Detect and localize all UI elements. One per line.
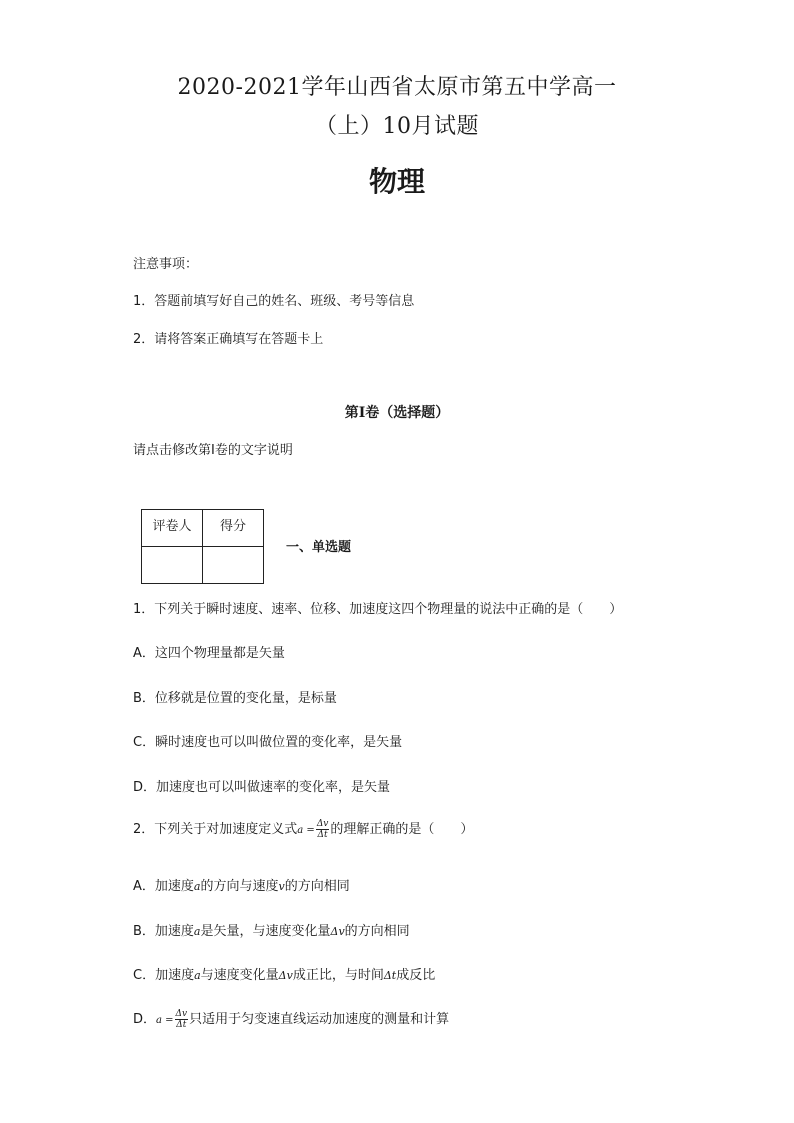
formula-lhs: a = (297, 825, 315, 836)
option-d-text-1: D． (133, 1012, 157, 1027)
notice-heading: 注意事项： (133, 257, 199, 272)
option-b-var-dv: Δv (330, 925, 345, 938)
part-heading: 一、单选题 (286, 540, 352, 555)
option-d-text-2: 只适用于匀变速直线运动加速度的测量和计算 (189, 1012, 450, 1027)
formula-numerator: Δv (316, 819, 329, 829)
document-title-line-2: （上）10月试题 (315, 114, 479, 139)
option-c-var-dt: Δt (383, 969, 397, 982)
score-table-header-grader: 评卷人 (142, 510, 203, 547)
option-c-text-2: 与速度变化量 (200, 968, 279, 983)
option-c-text-4: 成反比 (396, 968, 436, 983)
section-description[interactable]: 请点击修改第I卷的文字说明 (133, 443, 293, 458)
acceleration-formula-fraction (316, 819, 330, 840)
question-1-option-a: A．这四个物理量都是矢量 (133, 646, 285, 661)
question-2-stem-post: 的理解正确的是（ ） (330, 822, 474, 837)
question-1-stem: 1．下列关于瞬时速度、速率、位移、加速度这四个物理量的说法中正确的是（ ） (133, 602, 623, 617)
question-2-stem-pre: 2．下列关于对加速度定义式 (133, 822, 298, 837)
question-2-option-d (133, 1008, 449, 1030)
option-c-text-3: 成正比，与时间 (292, 968, 384, 983)
question-1-option-c: C．瞬时速度也可以叫做位置的变化率，是矢量 (133, 735, 403, 750)
notice-item-2: 2．请将答案正确填写在答题卡上 (133, 332, 324, 347)
question-1-option-b: B．位移就是位置的变化量，是标量 (133, 691, 337, 706)
option-b-var-a: a (193, 925, 201, 938)
question-2-option-c (133, 964, 435, 983)
section-title: 第I卷（选择题） (344, 405, 450, 421)
score-table-score-cell[interactable] (203, 547, 264, 584)
option-a-text-1: A．加速度 (133, 879, 194, 894)
option-b-text-3: 的方向相同 (344, 924, 410, 939)
option-d-formula-numerator: Δv (175, 1009, 188, 1019)
notice-item-1: 1．答题前填写好自己的姓名、班级、考号等信息 (133, 294, 415, 309)
score-table (141, 509, 264, 584)
question-2-stem (133, 818, 473, 840)
option-a-var-a: a (193, 880, 201, 893)
score-table-header-score: 得分 (203, 510, 264, 547)
option-d-formula-fraction (175, 1009, 189, 1030)
option-b-text-1: B．加速度 (133, 924, 194, 939)
option-d-formula-lhs: a = (156, 1015, 174, 1026)
option-a-text-3: 的方向相同 (284, 879, 350, 894)
option-c-text-1: C．加速度 (133, 968, 195, 983)
question-2-option-b (133, 920, 410, 939)
option-a-text-2: 的方向与速度 (200, 879, 279, 894)
formula-denominator: Δt (317, 830, 328, 840)
option-d-formula-denominator: Δt (176, 1020, 187, 1030)
question-2-option-a (133, 875, 350, 894)
option-b-text-2: 是矢量，与速度变化量 (200, 924, 331, 939)
document-title-line-1: 2020-2021学年山西省太原市第五中学高一 (177, 75, 617, 100)
option-c-var-a: a (194, 969, 201, 982)
option-a-var-v: v (278, 880, 285, 893)
question-1-option-d: D．加速度也可以叫做速率的变化率，是矢量 (133, 780, 391, 795)
subject-title: 物理 (368, 165, 425, 198)
option-c-var-dv: Δv (278, 969, 293, 982)
score-table-grader-cell[interactable] (142, 547, 203, 584)
